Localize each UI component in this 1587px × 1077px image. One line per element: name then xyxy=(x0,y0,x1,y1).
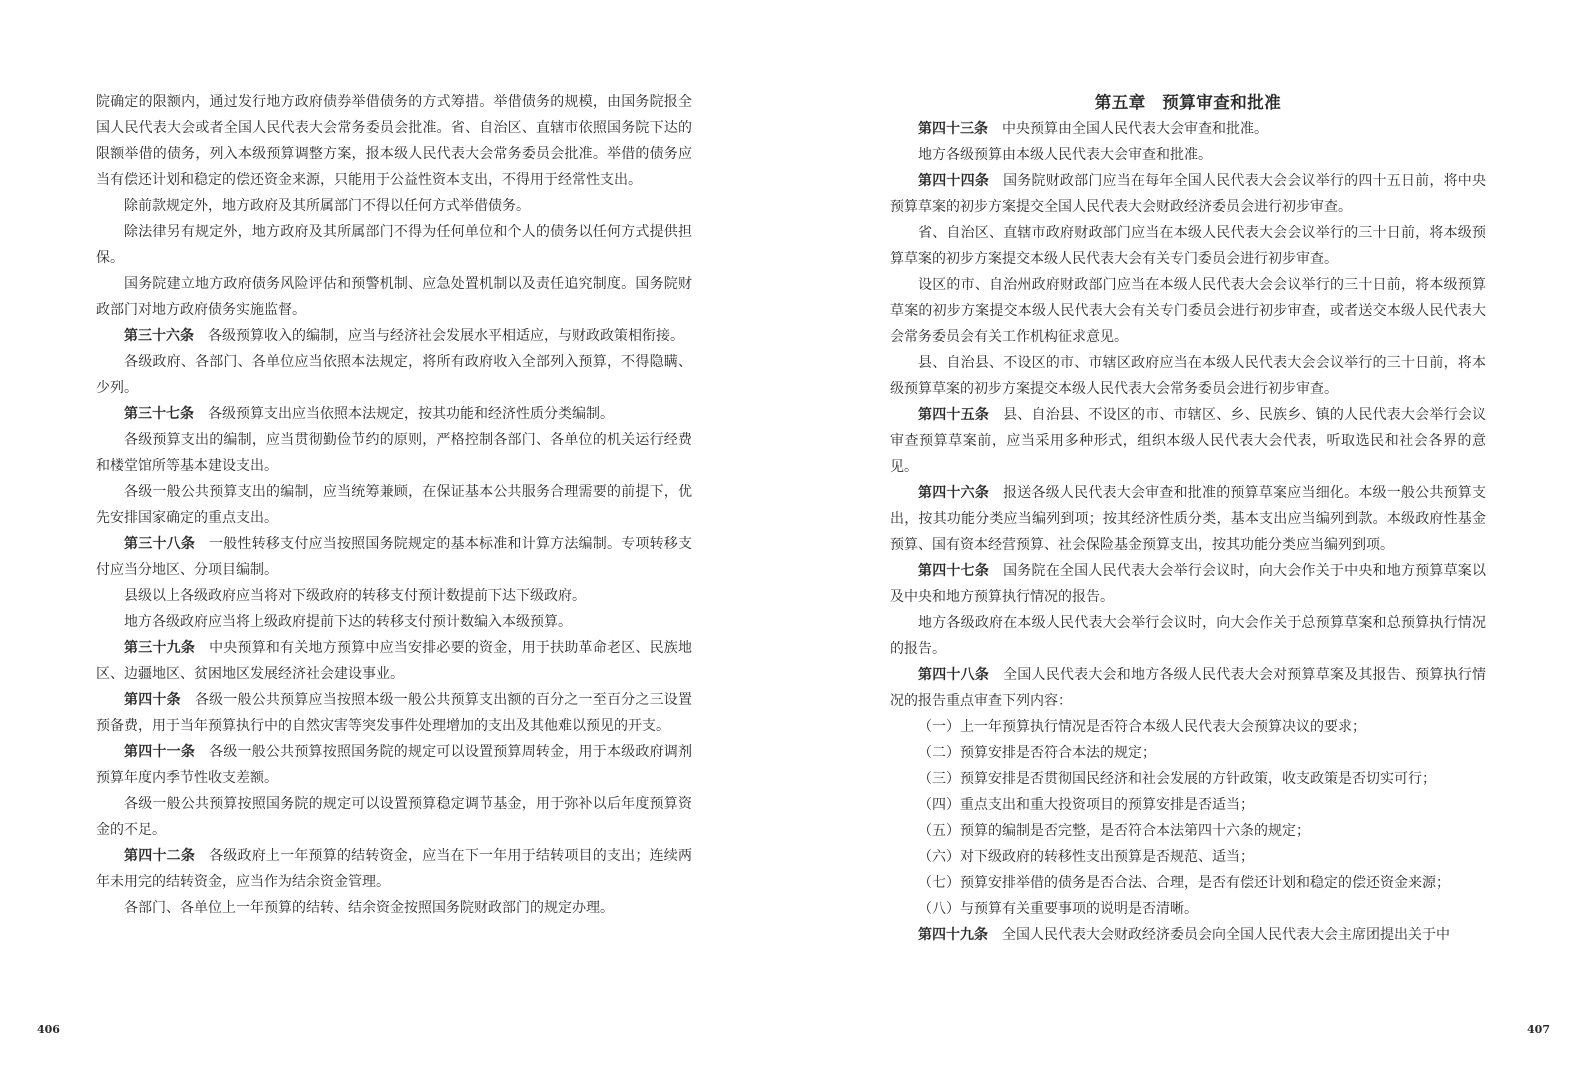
paragraph-text: 地方各级预算由本级人民代表大会审查和批准。 xyxy=(918,147,1212,163)
paragraph xyxy=(890,220,1486,272)
article-paragraph xyxy=(890,116,1486,142)
article-number: 第四十八条 xyxy=(918,667,990,683)
paragraph xyxy=(890,142,1486,168)
article-paragraph xyxy=(96,401,692,427)
paragraph xyxy=(96,609,692,635)
article-paragraph xyxy=(890,168,1486,220)
article-paragraph xyxy=(96,323,692,349)
right-page-body xyxy=(890,90,1486,948)
article-paragraph xyxy=(96,739,692,791)
article-number: 第三十八条 xyxy=(124,536,196,552)
list-item xyxy=(890,818,1486,844)
paragraph-text: 县、自治县、不设区的市、市辖区政府应当在本级人民代表大会会议举行的三十日前，将本级预算草案的初步方案提交本级人民代表大会常务委员会进行初步审查。 xyxy=(890,355,1486,397)
article-number: 第四十一条 xyxy=(124,744,196,760)
article-number: 第三十七条 xyxy=(124,406,194,422)
paragraph xyxy=(890,272,1486,350)
paragraph-text: 县、自治县、不设区的市、市辖区、乡、民族乡、镇的人民代表大会举行会议审查预算草案前，应当采用多种形式，组织本级人民代表大会代表，听取选民和社会各界的意见。 xyxy=(890,407,1487,475)
article-paragraph xyxy=(890,922,1486,948)
article-number: 第四十四条 xyxy=(918,173,990,189)
paragraph-text: 报送各级人民代表大会审查和批准的预算草案应当细化。本级一般公共预算支出，按其功能分类应当编列到项；按其经济性质分类，基本支出应当编列到款。本级政府性基金预算、国有资本经营预算、社会保险基金预算支出，按其功能分类应当编列到项。 xyxy=(890,485,1487,553)
paragraph-text: 中央预算由全国人民代表大会审查和批准。 xyxy=(1002,121,1268,137)
paragraph-text: 各级政府上一年预算的结转资金，应当在下一年用于结转项目的支出；连续两年未用完的结转资金，应当作为结余资金管理。 xyxy=(96,848,693,890)
list-item xyxy=(890,766,1486,792)
paragraph-text: 除前款规定外，地方政府及其所属部门不得以任何方式举借债务。 xyxy=(124,198,530,214)
paragraph xyxy=(96,791,692,843)
article-number: 第四十六条 xyxy=(918,485,990,501)
paragraph-text: 中央预算和有关地方预算中应当安排必要的资金，用于扶助革命老区、民族地区、边疆地区、贫困地区发展经济社会建设事业。 xyxy=(96,640,693,682)
article-number: 第四十九条 xyxy=(918,927,988,943)
paragraph-text: 各级预算支出的编制，应当贯彻勤俭节约的原则，严格控制各部门、各单位的机关运行经费和楼堂馆所等基本建设支出。 xyxy=(96,432,692,474)
paragraph-text: 全国人民代表大会财政经济委员会向全国人民代表大会主席团提出关于中 xyxy=(1002,927,1450,943)
paragraph-text: 国务院建立地方政府债务风险评估和预警机制、应急处置机制以及责任追究制度。国务院财政部门对地方政府债务实施监督。 xyxy=(96,276,692,318)
paragraph-text: （七）预算安排举借的债务是否合法、合理，是否有偿还计划和稳定的偿还资金来源； xyxy=(918,875,1450,891)
paragraph-text: （八）与预算有关重要事项的说明是否清晰。 xyxy=(918,901,1198,917)
paragraph xyxy=(96,349,692,401)
paragraph xyxy=(96,89,692,193)
list-item xyxy=(890,896,1486,922)
article-paragraph xyxy=(96,843,692,895)
paragraph xyxy=(96,427,692,479)
article-number: 第四十三条 xyxy=(918,121,988,137)
chapter-number: 第五章 xyxy=(1094,93,1146,112)
right-page xyxy=(794,0,1587,1077)
paragraph xyxy=(96,479,692,531)
paragraph xyxy=(96,583,692,609)
paragraph-text: 各级政府、各部门、各单位应当依照本法规定，将所有政府收入全部列入预算，不得隐瞒、少列。 xyxy=(96,354,692,396)
list-item xyxy=(890,792,1486,818)
article-paragraph xyxy=(96,531,692,583)
paragraph-text: 国务院在全国人民代表大会举行会议时，向大会作关于中央和地方预算草案以及中央和地方预算执行情况的报告。 xyxy=(890,563,1487,605)
paragraph-text: 各部门、各单位上一年预算的结转、结余资金按照国务院财政部门的规定办理。 xyxy=(124,900,614,916)
article-number: 第四十五条 xyxy=(918,407,990,423)
list-item xyxy=(890,844,1486,870)
chapter-heading xyxy=(890,90,1486,116)
paragraph-text: 除法律另有规定外，地方政府及其所属部门不得为任何单位和个人的债务以任何方式提供担保。 xyxy=(96,224,692,266)
paragraph xyxy=(96,193,692,219)
paragraph-text: 国务院财政部门应当在每年全国人民代表大会会议举行的四十五日前，将中央预算草案的初步方案提交全国人民代表大会财政经济委员会进行初步审查。 xyxy=(890,173,1487,215)
article-number: 第四十七条 xyxy=(918,563,990,579)
paragraph-text: 各级预算支出应当依照本法规定，按其功能和经济性质分类编制。 xyxy=(208,406,614,422)
paragraph-text: 全国人民代表大会和地方各级人民代表大会对预算草案及其报告、预算执行情况的报告重点审查下列内容： xyxy=(890,667,1487,709)
article-paragraph xyxy=(96,635,692,687)
paragraph-text: （六）对下级政府的转移性支出预算是否规范、适当； xyxy=(918,849,1254,865)
paragraph-text: 院确定的限额内，通过发行地方政府债券举借债务的方式筹措。举借债务的规模，由国务院报全国人民代表大会或者全国人民代表大会常务委员会批准。省、自治区、直辖市依照国务院下达的限额举借的债务，列入本级预算调整方案，报本级人民代表大会常务委员会批准。举借的债务应当有偿还计划和稳定的偿还资金来源，只能用于公益性资本支出，不得用于经常性支出。 xyxy=(96,94,692,188)
list-item xyxy=(890,740,1486,766)
paragraph-text: 地方各级政府在本级人民代表大会举行会议时，向大会作关于总预算草案和总预算执行情况的报告。 xyxy=(890,615,1486,657)
paragraph-text: 地方各级政府应当将上级政府提前下达的转移支付预计数编入本级预算。 xyxy=(124,614,572,630)
paragraph-text: （二）预算安排是否符合本法的规定； xyxy=(918,745,1156,761)
paragraph xyxy=(96,895,692,921)
article-paragraph xyxy=(890,662,1486,714)
left-page-body xyxy=(96,89,692,921)
article-paragraph xyxy=(96,687,692,739)
paragraph-text: （四）重点支出和重大投资项目的预算安排是否适当； xyxy=(918,797,1254,813)
article-number: 第四十二条 xyxy=(124,848,196,864)
paragraph xyxy=(96,219,692,271)
paragraph-text: 各级预算收入的编制，应当与经济社会发展水平相适应，与财政政策相衔接。 xyxy=(208,328,684,344)
page-number: 407 xyxy=(1527,1023,1550,1036)
article-number: 第三十六条 xyxy=(124,328,194,344)
list-item xyxy=(890,714,1486,740)
paragraph xyxy=(890,350,1486,402)
paragraph-text: 各级一般公共预算应当按照本级一般公共预算支出额的百分之一至百分之三设置预备费，用于当年预算执行中的自然灾害等突发事件处理增加的支出及其他难以预见的开支。 xyxy=(96,692,692,734)
article-paragraph xyxy=(890,402,1486,480)
paragraph-text: （三）预算安排是否贯彻国民经济和社会发展的方针政策，收支政策是否切实可行； xyxy=(918,771,1436,787)
paragraph-text: 一般性转移支付应当按照国务院规定的基本标准和计算方法编制。专项转移支付应当分地区、分项目编制。 xyxy=(96,536,693,578)
article-paragraph xyxy=(890,480,1486,558)
paragraph-text: （一）上一年预算执行情况是否符合本级人民代表大会预算决议的要求； xyxy=(918,719,1366,735)
list-item xyxy=(890,870,1486,896)
paragraph xyxy=(890,610,1486,662)
article-number: 第四十条 xyxy=(124,692,181,708)
paragraph-text: 各级一般公共预算支出的编制，应当统筹兼顾，在保证基本公共服务合理需要的前提下，优先安排国家确定的重点支出。 xyxy=(96,484,692,526)
paragraph-text: （五）预算的编制是否完整，是否符合本法第四十六条的规定； xyxy=(918,823,1310,839)
page-number: 406 xyxy=(37,1023,60,1036)
article-paragraph xyxy=(890,558,1486,610)
paragraph-text: 设区的市、自治州政府财政部门应当在本级人民代表大会会议举行的三十日前，将本级预算草案的初步方案提交本级人民代表大会有关专门委员会进行初步审查，或者送交本级人民代表大会常务委员会有关工作机构征求意见。 xyxy=(890,277,1486,345)
article-number: 第三十九条 xyxy=(124,640,196,656)
paragraph-text: 各级一般公共预算按照国务院的规定可以设置预算稳定调节基金，用于弥补以后年度预算资金的不足。 xyxy=(96,796,692,838)
paragraph-text: 各级一般公共预算按照国务院的规定可以设置预算周转金，用于本级政府调剂预算年度内季节性收支差额。 xyxy=(96,744,693,786)
paragraph-text: 县级以上各级政府应当将对下级政府的转移支付预计数提前下达下级政府。 xyxy=(124,588,586,604)
left-page xyxy=(0,0,793,1077)
chapter-title: 预算审查和批准 xyxy=(1162,93,1282,112)
paragraph-text: 省、自治区、直辖市政府财政部门应当在本级人民代表大会会议举行的三十日前，将本级预算草案的初步方案提交本级人民代表大会有关专门委员会进行初步审查。 xyxy=(890,225,1486,267)
paragraph xyxy=(96,271,692,323)
